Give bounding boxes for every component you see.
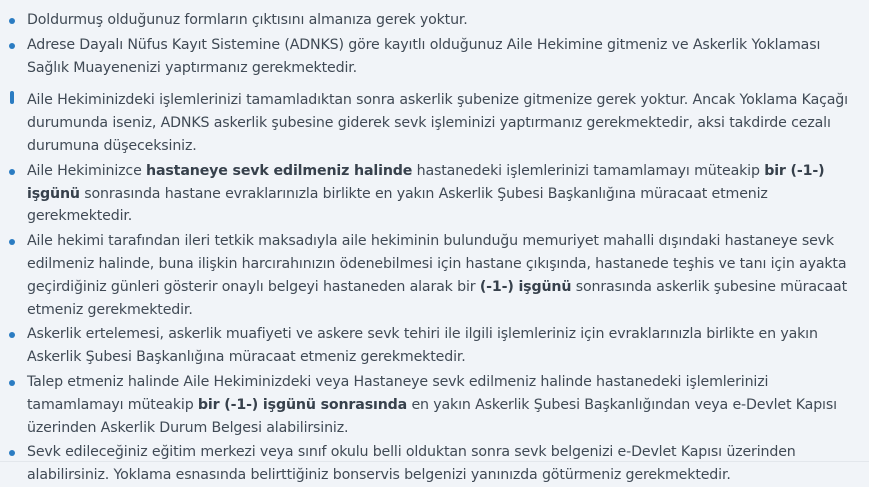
- list-item: [27, 371, 849, 439]
- list-item-text: Aile Hekiminizdeki işlemlerinizi tamamladıktan sonra askerlik şubenize gitmenize gerek yoktur. Ancak Yoklama Kaçağı durumunda iseniz, ADNKS askerlik şubesine giderek sevk işleminizi yaptırmanız gerekmektedir, aksi takdirde cezalı durumuna düşeceksiniz.: [27, 92, 848, 154]
- bullet-icon: [9, 380, 15, 386]
- bullet-icon: [9, 332, 15, 338]
- list-item-text-end: en yakın Askerlik Şubesi Başkanlığından veya e-Devlet Kapısı üzerinden Askerlik Durum Belgesi alabilirsiniz.: [27, 396, 837, 436]
- emphasis-isgunu-sonrasinda: bir (-1-) işgünü sonrasında: [197, 396, 408, 413]
- list-item: [27, 441, 849, 487]
- emphasis-isgunu: bir (-1-) işgünü: [27, 162, 825, 202]
- bullet-icon: [9, 43, 15, 49]
- list-item: [27, 34, 849, 80]
- bullet-icon: [9, 450, 15, 456]
- bullet-icon: [10, 91, 14, 104]
- list-item: [27, 230, 849, 321]
- list-item-text-start: Aile hekimi tarafından ileri tetkik maksadıyla aile hekiminin bulunduğu memuriyet mahalli dışındaki hastaneye sevk edilmeniz halinde, buna ilişkin harcırahınızın ödenebilmesi için hastane çıkışında, hastanede teşhis ve tanı için ayakta geçirdiğiniz günleri gösterir onaylı belgeyi hastaneden alarak bir: [27, 233, 847, 295]
- list-item-text-end: sonrasında hastane evraklarınızla birlikte en yakın Askerlik Şubesi Başkanlığına müracaat etmeniz gerekmektedir.: [27, 185, 768, 225]
- list-item-text: Sevk edileceğiniz eğitim merkezi veya sınıf okulu belli olduktan sonra sevk belgenizi e-Devlet Kapısı üzerinden alabilirsiniz. Yoklama esnasında belirttiğiniz bonservis belgenizi yanınızda götürmeniz gerekmektedir.: [27, 444, 796, 484]
- bullet-icon: [9, 169, 15, 175]
- list-item-text-end: sonrasında askerlik şubesine müracaat etmeniz gerekmektedir.: [27, 278, 848, 318]
- list-item-text: Doldurmuş olduğunuz formların çıktısını almanıza gerek yoktur.: [27, 12, 468, 28]
- bullet-icon: [9, 18, 15, 24]
- list-item: [27, 160, 849, 228]
- list-item-text-start: Aile Hekiminizce: [27, 162, 147, 179]
- list-item: [27, 89, 849, 157]
- emphasis-sevk: hastaneye sevk edilmeniz halinde: [146, 162, 413, 179]
- list-item: [27, 323, 849, 369]
- list-item-text-start: Talep etmeniz halinde Aile Hekiminizdeki veya Hastaneye sevk edilmeniz halinde hastanedeki işlemlerinizi tamamlamayı müteakip: [27, 373, 769, 413]
- list-item-text-middle: hastanedeki işlemlerinizi tamamlamayı müteakip: [412, 162, 765, 179]
- bullet-icon: [9, 239, 15, 245]
- emphasis-isgunu: (-1-) işgünü: [479, 278, 572, 295]
- list-item-text: Adrese Dayalı Nüfus Kayıt Sistemine (ADNKS) göre kayıtlı olduğunuz Aile Hekimine gitmeniz ve Askerlik Yoklaması Sağlık Muayenenizi yaptırmanız gerekmektedir.: [27, 36, 821, 76]
- list-item: [27, 9, 849, 32]
- list-item-text: Askerlik ertelemesi, askerlik muafiyeti ve askere sevk tehiri ile ilgili işlemleriniz için evraklarınızla birlikte en yakın Askerlik Şubesi Başkanlığına müracaat etmeniz gerekmektedir.: [27, 326, 818, 366]
